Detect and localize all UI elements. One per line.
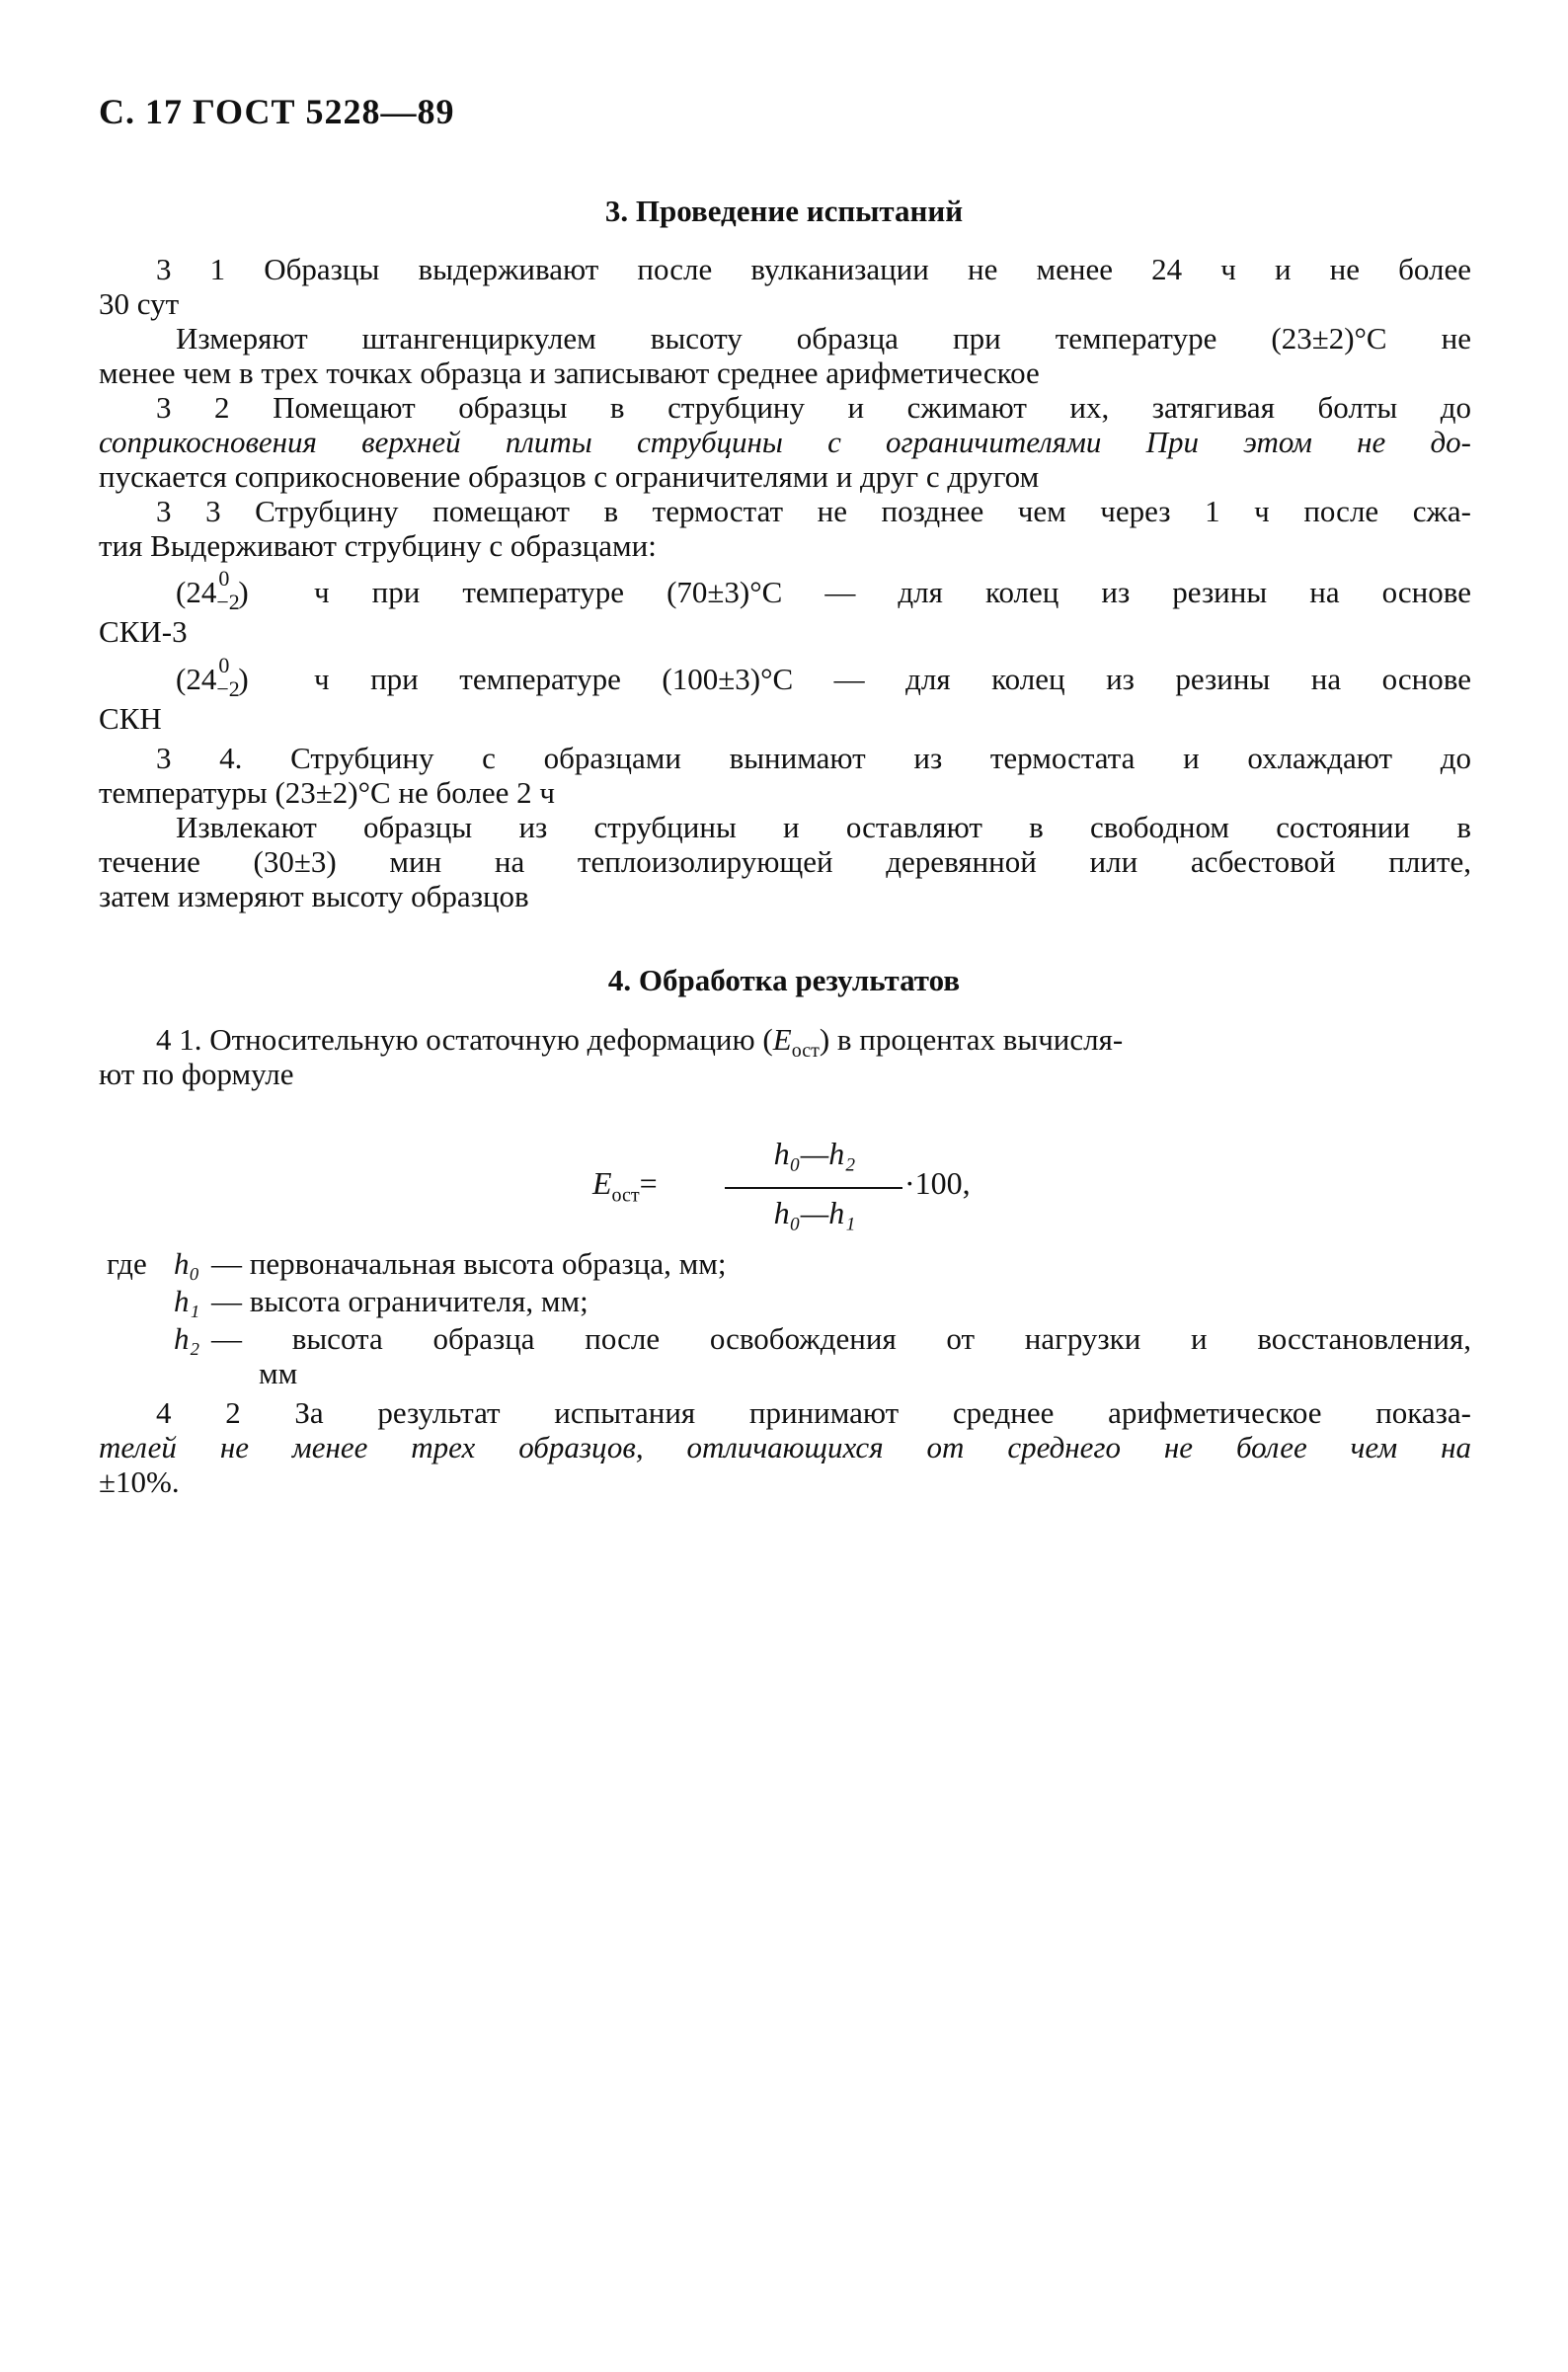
para-3-3-line-4: СКИ-3 xyxy=(99,614,188,649)
where-text-h2-cont: мм xyxy=(259,1356,298,1390)
section-4-title: 4. Обработка результатов xyxy=(607,963,961,997)
para-3-3-line-1: 3 3 Струбцину помещают в термостат не позднее чем через 1 ч после сжа- xyxy=(156,494,1471,528)
para-3-4-line-5: затем измеряют высоту образцов xyxy=(99,879,529,913)
where-symbol-h0: h₀ xyxy=(174,1246,200,1281)
para-3-2-line-2: соприкосновения верхней плиты струбцины с ограничителями При этом не до- xyxy=(99,425,1471,459)
formula-eost xyxy=(592,1136,1007,1234)
tolerance-base: (24 xyxy=(176,575,217,609)
where-text-h2: — высота образца после освобождения от нагрузки и восстановления, xyxy=(211,1321,1471,1356)
where-prefix: где xyxy=(107,1246,147,1281)
para-3-4-line-2: температуры (23±2)°С не более 2 ч xyxy=(99,775,555,810)
tolerance-1 xyxy=(176,566,249,614)
fraction-bar xyxy=(725,1187,902,1189)
para-3-4-line-4: течение (30±3) мин на теплоизолирующей деревянной или асбестовой плите, xyxy=(99,844,1471,879)
tolerance-upper: 0 xyxy=(218,653,230,677)
para-3-2-line-3: пускается соприкосновение образцов с ограничителями и друг с другом xyxy=(99,459,1040,494)
tolerance-2 xyxy=(176,653,249,701)
tolerance-close: ) xyxy=(238,575,249,609)
formula-numerator: h₀—h₂ xyxy=(773,1136,856,1171)
para-3-2-line-1: 3 2 Помещают образцы в струбцину и сжимают их, затягивая болты до xyxy=(156,390,1471,425)
para-3-4-line-3: Извлекают образцы из струбцины и оставляют в свободном состоянии в xyxy=(176,810,1471,844)
para-3-1-line-1: 3 1 Образцы выдерживают после вулканизации не менее 24 ч и не более xyxy=(156,252,1471,286)
para-3-3-line-2: тия Выдерживают струбцину с образцами: xyxy=(99,528,657,563)
para-4-2-line-3: ±10%. xyxy=(99,1464,180,1499)
where-symbol-h2: h₂ xyxy=(174,1321,200,1356)
para-3-4-line-1: 3 4. Струбцину с образцами вынимают из термостата и охлаждают до xyxy=(156,741,1471,775)
tolerance-lower: −2 xyxy=(216,676,240,701)
formula-factor: ·100, xyxy=(904,1165,971,1201)
formula-lhs: $E_{ост}=$ xyxy=(592,1165,658,1207)
para-4-1-line-1: 4 1. Относительную остаточную деформацию $(E_{ост})$ в процентах вычисля- xyxy=(156,1022,1124,1063)
where-symbol-h1: h₁ xyxy=(174,1284,200,1318)
section-3-title: 3. Проведение испытаний xyxy=(604,194,964,228)
para-3-1-line-4: менее чем в трех точках образца и записывают среднее арифметическое xyxy=(99,356,1040,390)
para-4-2-line-1: 4 2 За результат испытания принимают среднее арифметическое показа- xyxy=(156,1395,1471,1430)
tolerance-close: ) xyxy=(238,662,249,696)
tolerance-base: (24 xyxy=(176,662,217,696)
para-3-3-line-6: СКН xyxy=(99,701,162,736)
para-4-2-line-2: телей не менее трех образцов, отличающихся от среднего не более чем на xyxy=(99,1430,1471,1464)
tolerance-lower: −2 xyxy=(216,590,240,614)
para-3-3-line-5: ч при температуре (100±3)°С — для колец из резины на основе xyxy=(314,662,1471,696)
formula-denominator: h₀—h₁ xyxy=(773,1195,856,1230)
para-4-1-line-2: ют по формуле xyxy=(99,1057,294,1091)
tolerance-upper: 0 xyxy=(218,566,230,591)
para-3-3-line-3: ч при температуре (70±3)°С — для колец из резины на основе xyxy=(314,575,1471,609)
para-3-1-line-2: 30 сут xyxy=(99,286,180,321)
page-header: С. 17 ГОСТ 5228—89 xyxy=(99,92,455,131)
para-3-1-line-3: Измеряют штангенциркулем высоту образца при температуре (23±2)°С не xyxy=(176,321,1471,356)
where-text-h0: — первоначальная высота образца, мм; xyxy=(211,1246,727,1281)
where-text-h1: — высота ограничителя, мм; xyxy=(211,1284,588,1318)
